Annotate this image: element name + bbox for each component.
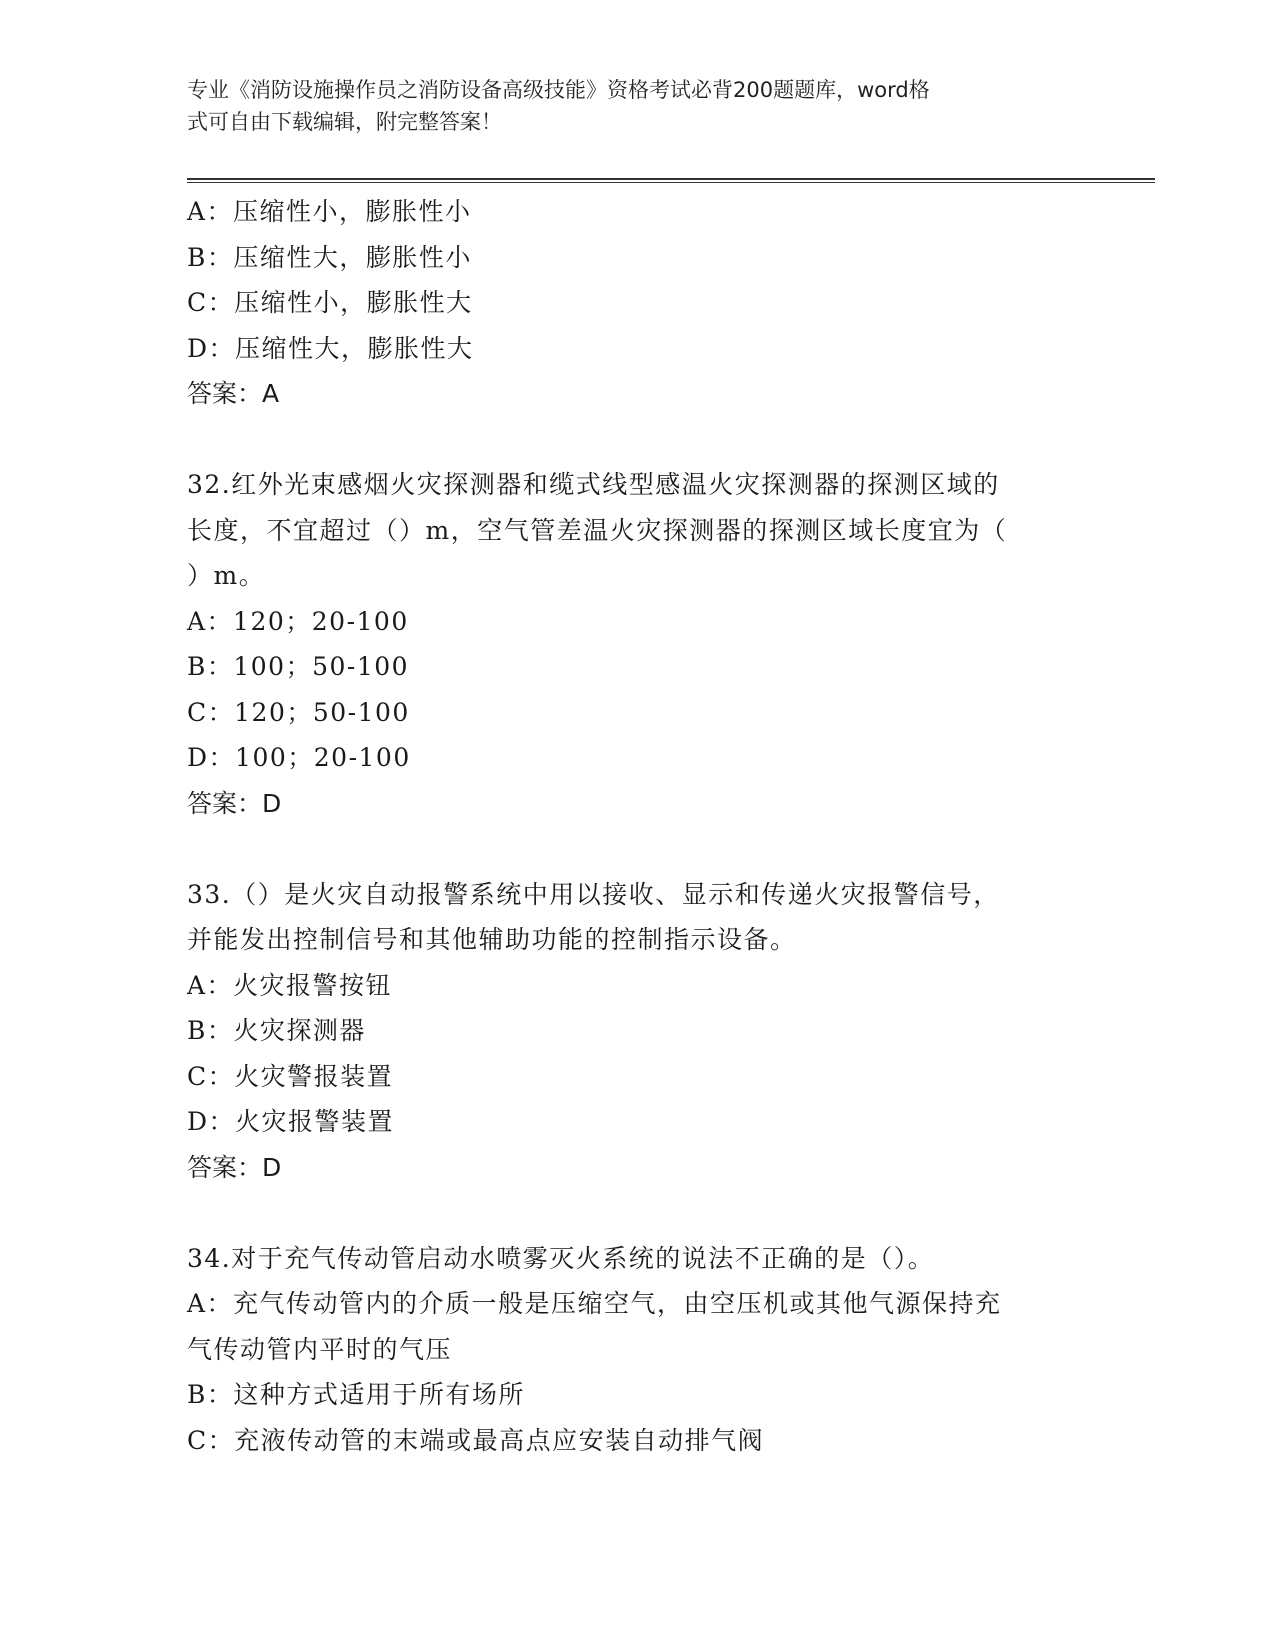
answer: 答案：D [187,788,282,818]
option-b: B：火灾探测器 [187,1016,366,1045]
option-b: B：这种方式适用于所有场所 [187,1380,525,1409]
header-line-2: 式可自由下载编辑，附完整答案！ [187,110,502,134]
option-a-continued: 气传动管内平时的气压 [187,1334,453,1364]
option-d: D：压缩性大，膨胀性大 [187,333,474,363]
option-d: D：火灾报警装置 [187,1107,395,1136]
option-a: A：火灾报警按钮 [187,970,393,1000]
answer: 答案：A [187,379,280,408]
question-stem-line-2: 并能发出控制信号和其他辅助功能的控制指示设备。 [187,925,797,954]
question-34 [187,1236,1087,1464]
question-33 [187,872,1087,1191]
option-a: A：充气传动管内的介质一般是压缩空气，由空压机或其他气源保持充 [187,1289,1002,1318]
spacer [187,417,1087,463]
option-b: B：100；50-100 [187,652,410,681]
question-stem-line-3: ）m。 [187,561,266,590]
question-stem-line-2: 长度，不宜超过（）m，空气管差温火灾探测器的探测区域长度宜为（ [187,515,1008,545]
question-stem-line-1: 33.（）是火灾自动报警系统中用以接收、显示和传递火灾报警信号， [187,879,1000,909]
option-a: A：120；20-100 [187,606,409,636]
header-line-1: 专业《消防设施操作员之消防设备高级技能》资格考试必背200题题库，word格 [187,78,930,102]
question-32 [187,462,1087,826]
document-header [187,74,1067,138]
option-c: C：充液传动管的末端或最高点应安装自动排气阀 [187,1425,765,1455]
question-31-tail [187,189,1087,417]
option-c: C：压缩性小，膨胀性大 [187,288,473,317]
spacer [187,826,1087,872]
question-list [187,189,1087,1463]
header-divider [187,178,1155,183]
option-c: C：120；50-100 [187,697,410,727]
option-b: B：压缩性大，膨胀性小 [187,242,472,272]
option-c: C：火灾警报装置 [187,1061,394,1091]
question-stem-line-1: 34.对于充气传动管启动水喷雾灭火系统的说法不正确的是（）。 [187,1243,935,1273]
option-a: A：压缩性小，膨胀性小 [187,197,472,226]
spacer [187,1190,1087,1236]
question-stem-line-1: 32.红外光束感烟火灾探测器和缆式线型感温火灾探测器的探测区域的 [187,470,1000,499]
answer: 答案：D [187,1152,282,1182]
option-d: D：100；20-100 [187,743,411,772]
